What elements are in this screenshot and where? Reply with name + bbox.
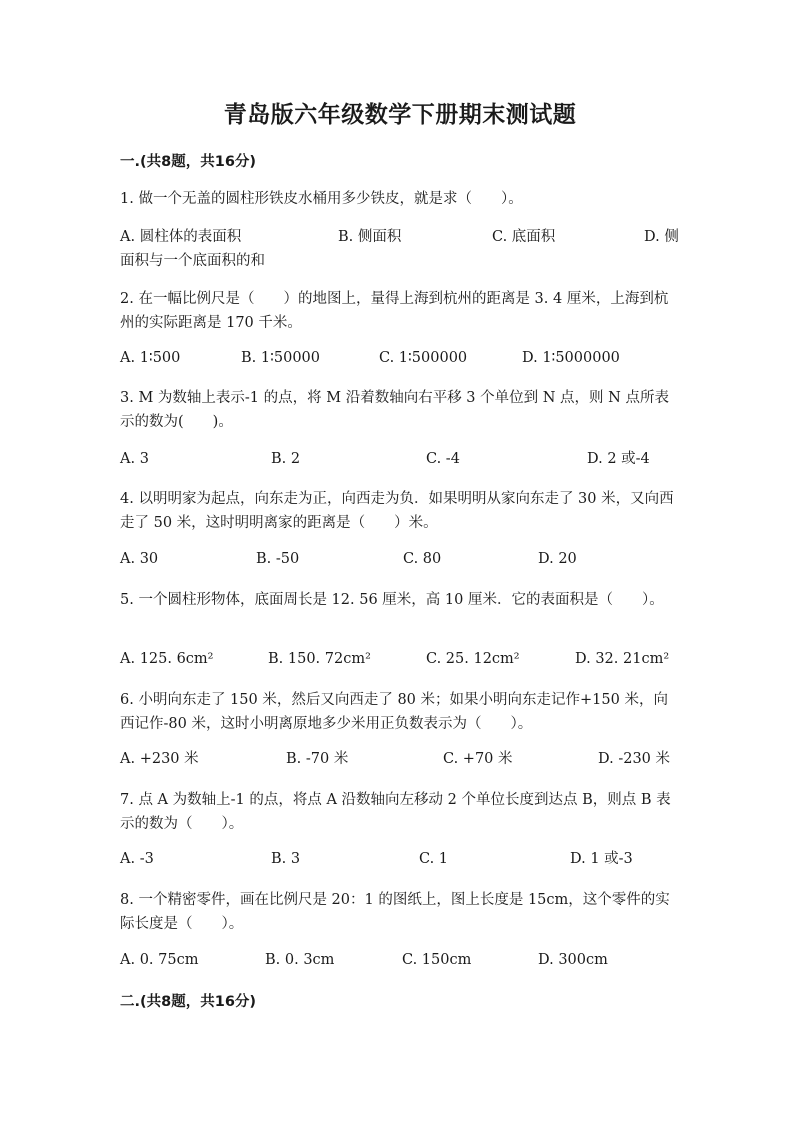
question-8: 8. 一个精密零件，画在比例尺是 20：1 的图纸上，图上长度是 15cm，这个零件的实际长度是（ ）。 — [120, 892, 670, 932]
option-d: D. -230 米 — [598, 751, 671, 767]
option-d: D. 2 或-4 — [587, 451, 650, 467]
section-heading-1: 一.(共8题，共16分) — [120, 154, 257, 170]
page-title: 青岛版六年级数学下册期末测试题 — [223, 102, 577, 128]
question-5: 5. 一个圆柱形物体，底面周长是 12. 56 厘米，高 10 厘米．它的表面积是（ ）。 — [120, 592, 664, 608]
option-c: C. -4 — [426, 451, 460, 467]
option-c: C. 底面积 — [492, 229, 556, 245]
option-d: D. 侧面积与一个底面积的和 — [120, 229, 679, 269]
option-c: C. 80 — [403, 551, 442, 567]
option-b: B. 2 — [271, 451, 301, 467]
question-3-options — [120, 447, 680, 471]
option-a: A. 圆柱体的表面积 — [120, 229, 242, 245]
question-5-options — [120, 647, 680, 671]
option-c: C. 25. 12cm² — [426, 651, 520, 667]
question-4-options — [120, 547, 680, 571]
option-b: B. -70 米 — [286, 751, 349, 767]
option-c: C. 1∶500000 — [379, 350, 468, 366]
option-a: A. 30 — [120, 551, 159, 567]
question-8-options — [120, 948, 680, 972]
option-d: D. 20 — [538, 551, 577, 567]
option-a: A. 1∶500 — [120, 350, 181, 366]
question-1: 1. 做一个无盖的圆柱形铁皮水桶用多少铁皮，就是求（ ）。 — [120, 191, 523, 207]
option-d: D. 1∶5000000 — [522, 350, 620, 366]
option-b: B. 150. 72cm² — [268, 651, 371, 667]
section-heading-2: 二.(共8题，共16分) — [120, 994, 257, 1010]
question-2-options — [120, 346, 680, 370]
question-3: 3. M 为数轴上表示-1 的点，将 M 沿着数轴向右平移 3 个单位到 N 点，则 N 点所表示的数为( )。 — [120, 390, 669, 430]
option-c: C. +70 米 — [443, 751, 513, 767]
question-6-options — [120, 747, 680, 771]
option-b: B. 0. 3cm — [265, 952, 335, 968]
option-a: A. 3 — [120, 451, 149, 467]
option-b: B. 侧面积 — [338, 229, 402, 245]
option-d: D. 300cm — [538, 952, 608, 968]
option-a: A. 125. 6cm² — [120, 651, 214, 667]
option-d: D. 1 或-3 — [570, 851, 633, 867]
question-4: 4. 以明明家为起点，向东走为正，向西走为负．如果明明从家向东走了 30 米，又向西走了 50 米，这时明明离家的距离是（ ）米。 — [120, 491, 674, 531]
option-c: C. 150cm — [402, 952, 472, 968]
option-c: C. 1 — [419, 851, 449, 867]
question-7-options — [120, 847, 680, 871]
option-b: B. 3 — [271, 851, 301, 867]
option-b: B. -50 — [256, 551, 300, 567]
option-d: D. 32. 21cm² — [575, 651, 670, 667]
question-2: 2. 在一幅比例尺是（ ）的地图上，量得上海到杭州的距离是 3. 4 厘米，上海到杭州的实际距离是 170 千米。 — [120, 291, 669, 331]
question-7: 7. 点 A 为数轴上-1 的点，将点 A 沿数轴向左移动 2 个单位长度到达点 B，则点 B 表示的数为（ ）。 — [120, 792, 671, 832]
question-6: 6. 小明向东走了 150 米，然后又向西走了 80 米；如果小明向东走记作+150 米，向西记作-80 米，这时小明离原地多少米用正负数表示为（ ）。 — [120, 692, 668, 732]
option-a: A. -3 — [120, 851, 154, 867]
option-a: A. 0. 75cm — [120, 952, 199, 968]
option-a: A. +230 米 — [120, 751, 199, 767]
option-b: B. 1∶50000 — [241, 350, 320, 366]
